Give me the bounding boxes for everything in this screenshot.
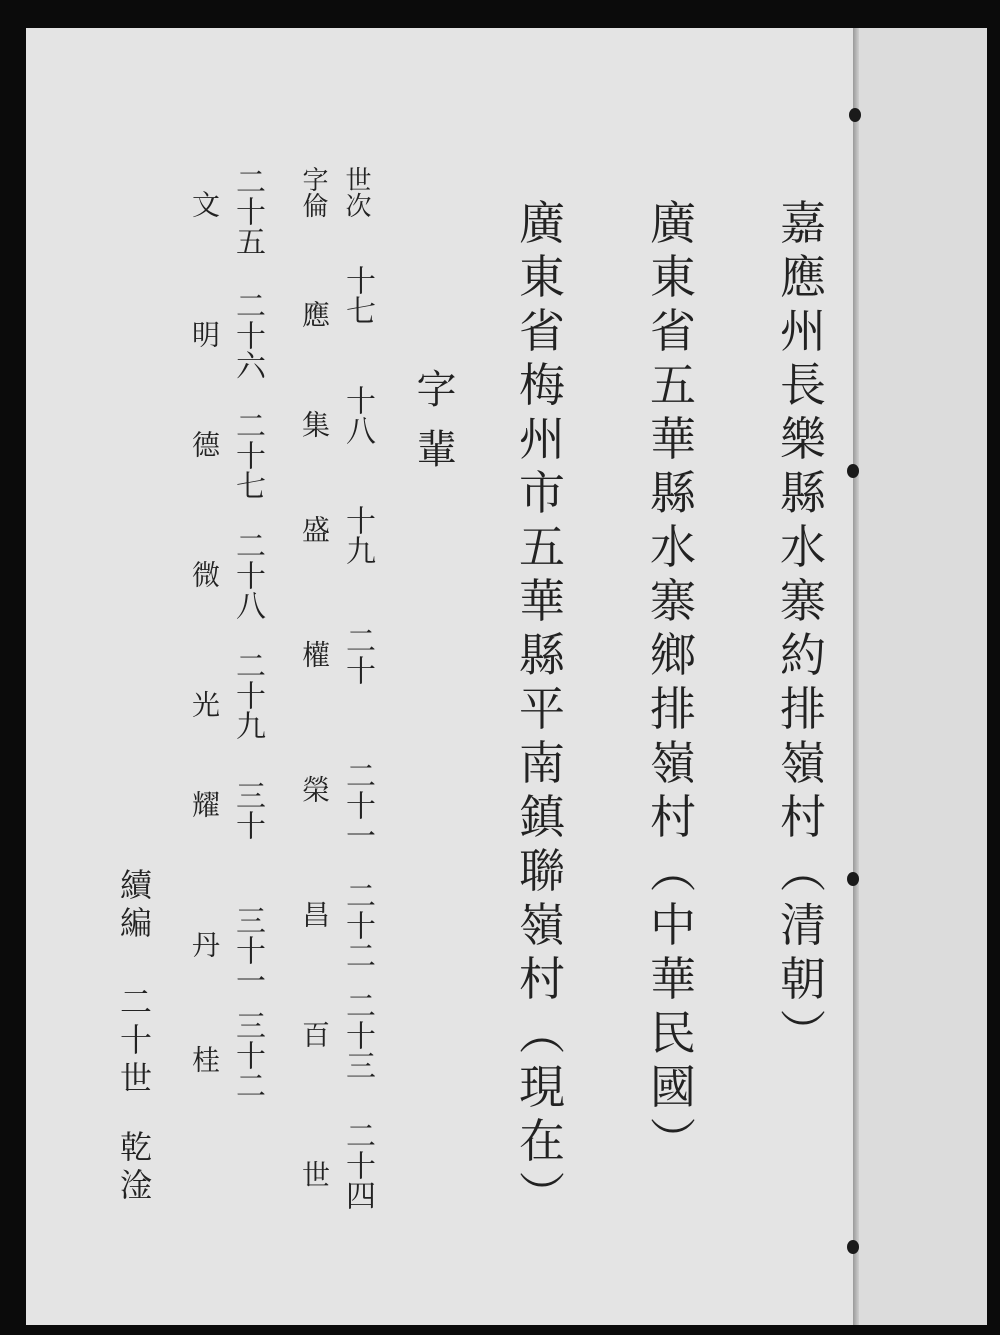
title-glyph: 華	[519, 574, 565, 628]
lineage-character: 丹	[188, 930, 221, 958]
binding-hole	[847, 1240, 859, 1254]
title-glyph: 寨	[650, 574, 696, 628]
lineage-character: 世	[298, 1160, 331, 1188]
binding-hole	[847, 464, 859, 478]
lineage-character: 微	[188, 560, 221, 588]
title-glyph: 華	[650, 412, 696, 466]
lineage-character: 盛	[298, 515, 331, 543]
title-glyph: 村	[650, 790, 696, 844]
generation-number: 十八	[340, 385, 375, 445]
generation-number: 二十一	[340, 760, 375, 850]
lineage-character: 集	[298, 410, 331, 438]
title-glyph: 南	[519, 736, 565, 790]
title-glyph: 聯	[519, 844, 565, 898]
lineage-character: 榮	[298, 775, 331, 803]
generation-number: 十七	[340, 265, 375, 325]
lineage-character: 權	[298, 640, 331, 668]
lineage-character: 明	[188, 320, 221, 348]
title-glyph: 縣	[650, 466, 696, 520]
generation-number: 二十八	[230, 530, 265, 620]
title-glyph: 現	[519, 1060, 565, 1114]
section-heading: 字輩	[410, 368, 456, 488]
generation-number: 二十六	[230, 290, 265, 380]
title-glyph: ︶	[519, 1168, 565, 1222]
title-glyph: 市	[519, 466, 565, 520]
lineage-character: 昌	[298, 900, 331, 928]
title-glyph: 嶺	[519, 898, 565, 952]
generation-number: 二十四	[340, 1120, 375, 1210]
title-glyph: ︶	[650, 1114, 696, 1168]
title-glyph: 平	[519, 682, 565, 736]
continuation-label: 續編	[115, 868, 153, 944]
title-glyph: 清	[780, 898, 826, 952]
title-glyph: 排	[780, 682, 826, 736]
lineage-character: 桂	[188, 1045, 221, 1073]
binding-hole	[847, 872, 859, 886]
title-glyph: 廣	[519, 196, 565, 250]
title-republic-of-china	[643, 196, 703, 1172]
title-glyph: 省	[519, 304, 565, 358]
generation-number: 二十五	[230, 166, 265, 256]
lineage-character: 德	[188, 430, 221, 458]
title-glyph: 廣	[650, 196, 696, 250]
page-edge	[859, 28, 987, 1325]
title-glyph: 排	[650, 682, 696, 736]
title-glyph: 省	[650, 304, 696, 358]
title-glyph: 長	[780, 358, 826, 412]
title-glyph: 東	[650, 250, 696, 304]
title-glyph: 五	[519, 520, 565, 574]
title-glyph: 村	[780, 790, 826, 844]
title-glyph: 鎮	[519, 790, 565, 844]
title-present-day	[512, 196, 572, 1226]
title-glyph: 東	[519, 250, 565, 304]
lineage-character: 文	[188, 190, 221, 218]
title-glyph: 民	[650, 1006, 696, 1060]
generation-number: 二十三	[340, 990, 375, 1080]
continuation-generation: 二十世	[115, 985, 153, 1099]
title-glyph: 在	[519, 1114, 565, 1168]
title-glyph: 嶺	[650, 736, 696, 790]
title-glyph: 州	[780, 304, 826, 358]
title-glyph: 縣	[780, 466, 826, 520]
title-glyph: 鄉	[650, 628, 696, 682]
character-label: 字倫	[298, 166, 328, 218]
generation-number: 二十二	[340, 880, 375, 970]
title-glyph: 約	[780, 628, 826, 682]
generation-number: 三十一	[230, 905, 265, 995]
generation-number: 十九	[340, 505, 375, 565]
title-glyph: 梅	[519, 358, 565, 412]
continuation-name: 乾淦	[115, 1130, 153, 1206]
lineage-character: 百	[298, 1020, 331, 1048]
lineage-character: 耀	[188, 790, 221, 818]
title-glyph: 中	[650, 898, 696, 952]
title-glyph: 朝	[780, 952, 826, 1006]
title-glyph: ︵	[650, 844, 696, 898]
title-glyph: 國	[650, 1060, 696, 1114]
lineage-character: 應	[298, 300, 331, 328]
generation-number: 三十二	[230, 1010, 265, 1100]
title-glyph: 水	[650, 520, 696, 574]
binding-hole	[849, 108, 861, 122]
lineage-character: 光	[188, 690, 221, 718]
title-glyph: 五	[650, 358, 696, 412]
generation-label: 世次	[341, 166, 371, 218]
title-glyph: 應	[780, 250, 826, 304]
title-glyph: 樂	[780, 412, 826, 466]
title-glyph: ︵	[519, 1006, 565, 1060]
title-glyph: 華	[650, 952, 696, 1006]
title-glyph: 縣	[519, 628, 565, 682]
title-glyph: 嶺	[780, 736, 826, 790]
title-qing-dynasty	[773, 196, 833, 1064]
generation-number: 二十七	[230, 410, 265, 500]
title-glyph: 村	[519, 952, 565, 1006]
title-glyph: ︵	[780, 844, 826, 898]
title-glyph: 州	[519, 412, 565, 466]
generation-number: 三十	[230, 780, 265, 840]
title-glyph: 寨	[780, 574, 826, 628]
title-glyph: 水	[780, 520, 826, 574]
title-glyph: ︶	[780, 1006, 826, 1060]
title-glyph: 嘉	[780, 196, 826, 250]
generation-number: 二十	[340, 625, 375, 685]
generation-number: 二十九	[230, 650, 265, 740]
